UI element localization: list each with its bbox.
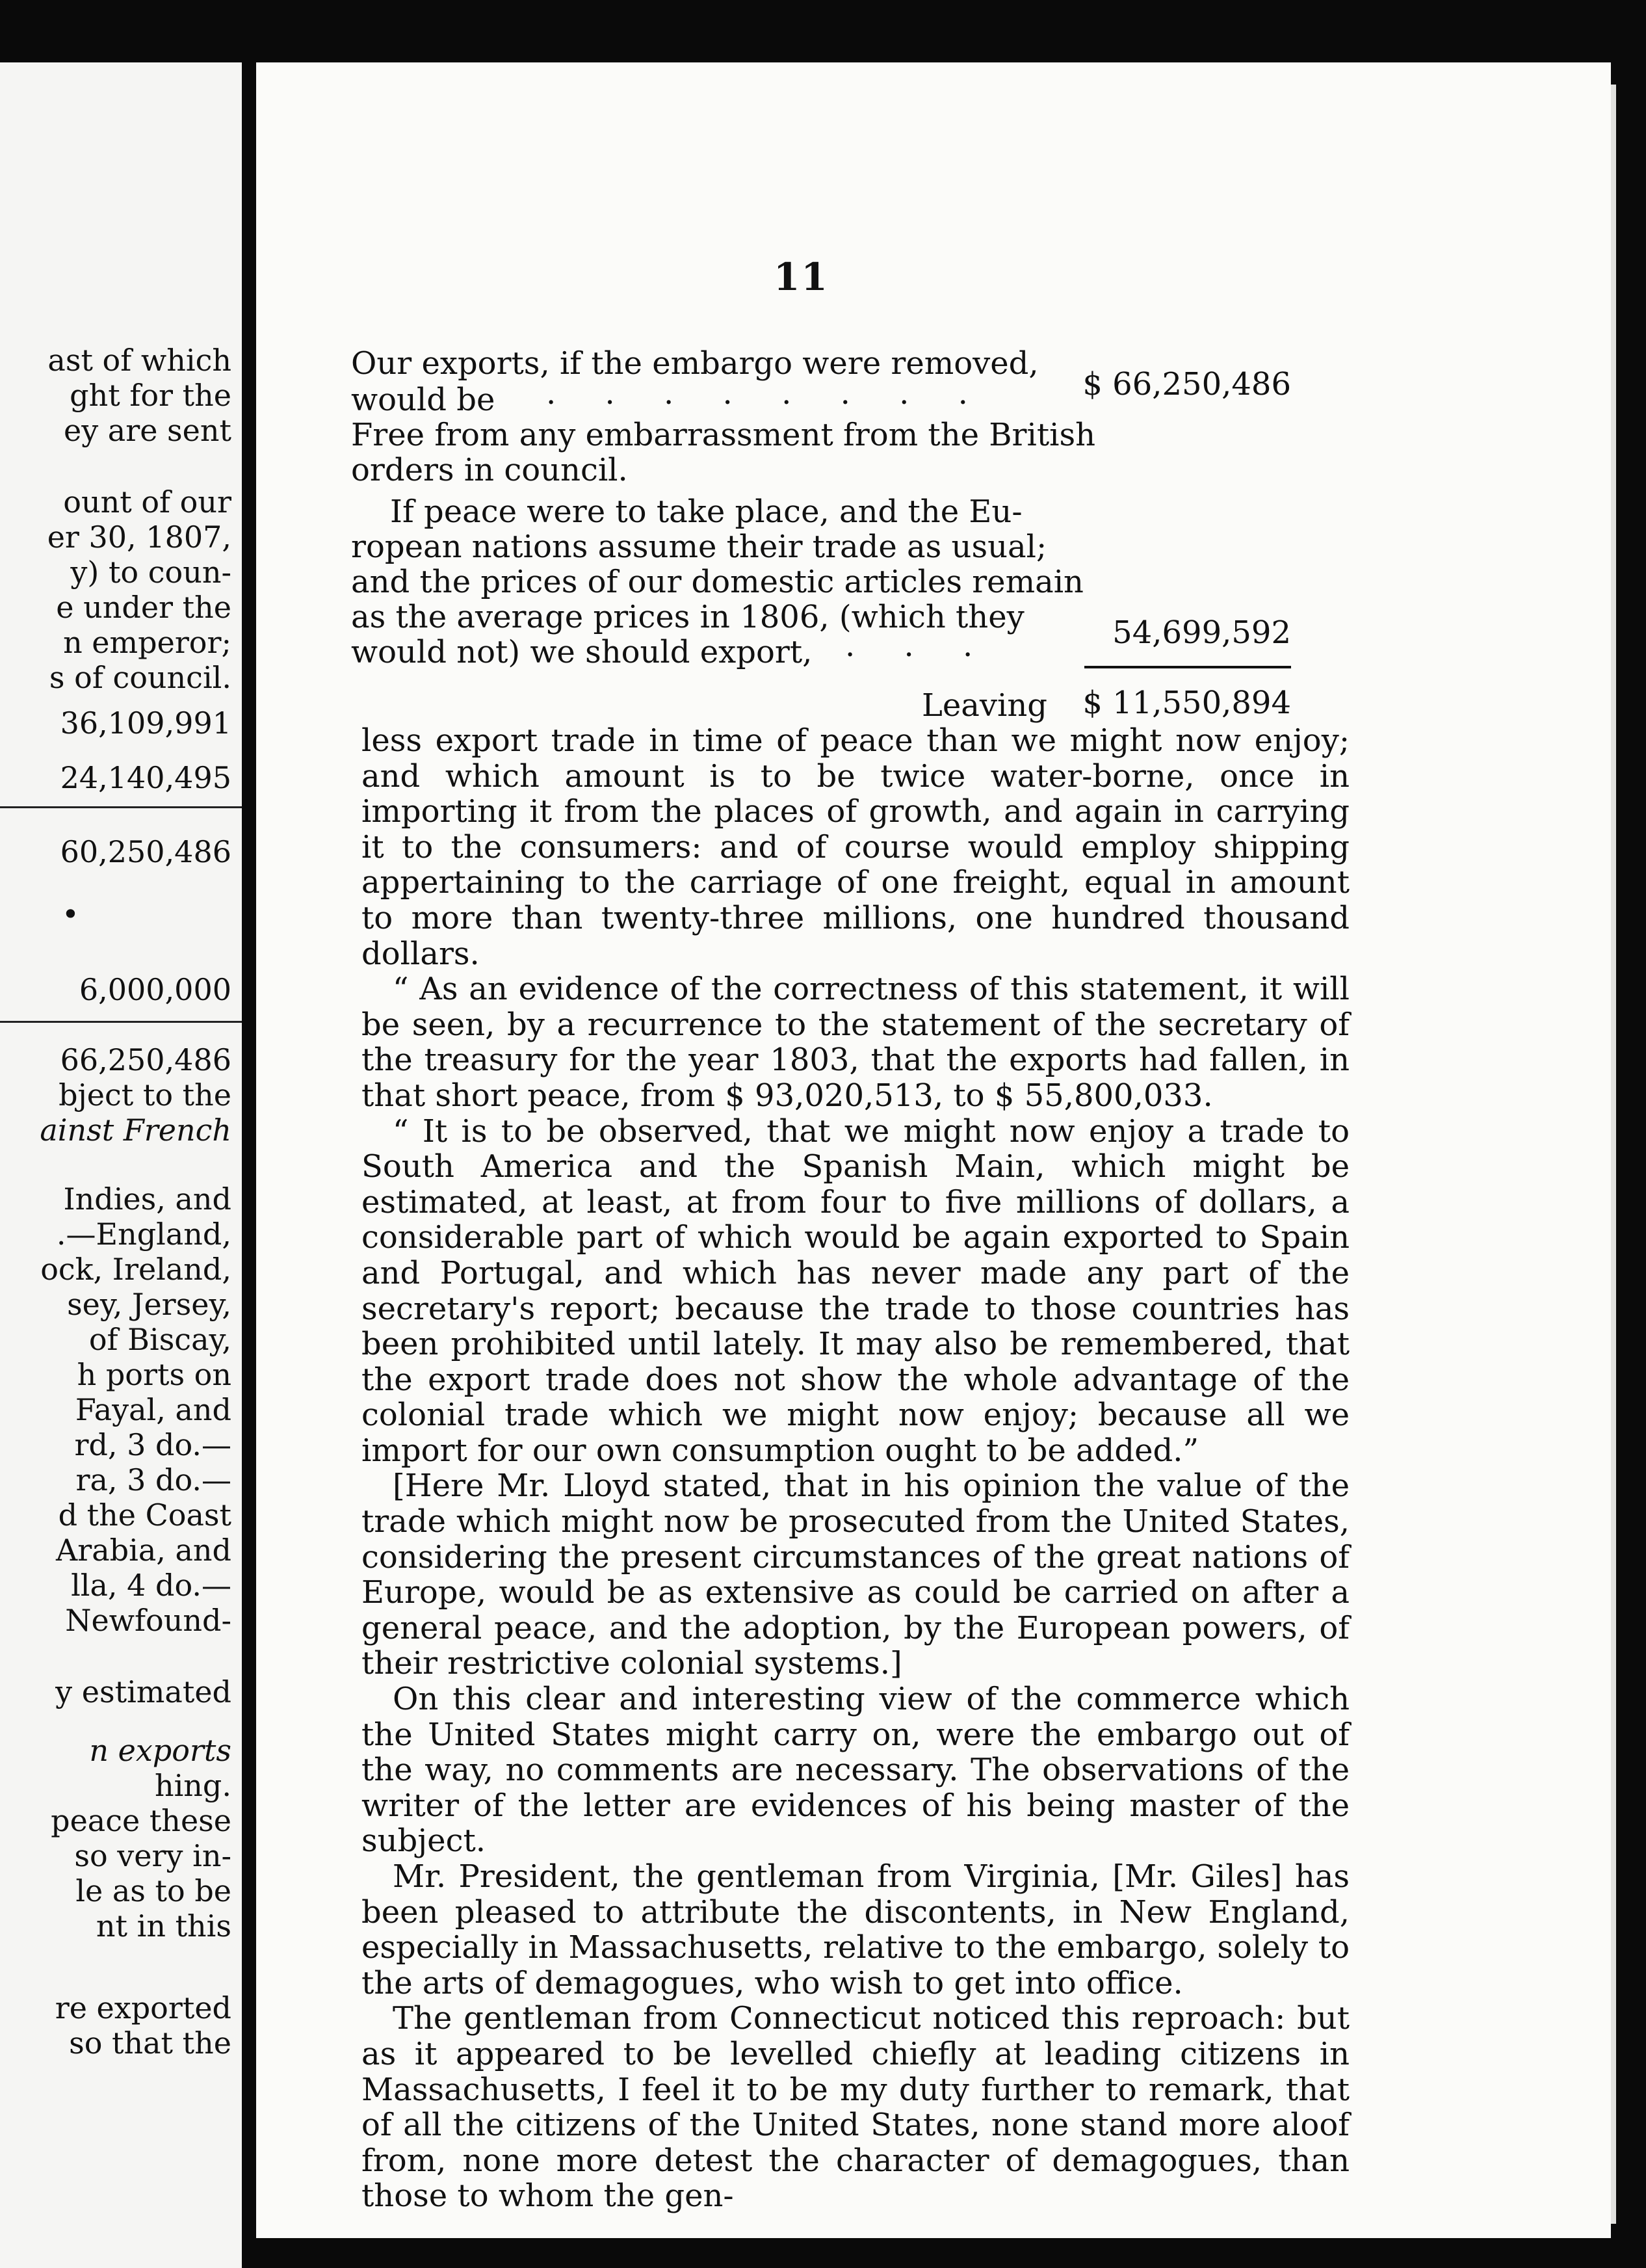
table-value: $ 66,250,486 [1082, 366, 1291, 402]
paragraph: Mr. President, the gentleman from Virginia, [Mr. Giles] has been pleased to attribute the discontents, in New England, especially in Massachusetts, relative to the embargo, solely to the arts of demagogues, who wish to get into office. [361, 1858, 1350, 2001]
left-line: y estimated [55, 1674, 231, 1709]
left-line: bject to the [59, 1077, 231, 1113]
left-page-fragment [0, 62, 242, 2268]
left-figure: 60,250,486 [60, 834, 231, 869]
leader-dots: . . . [845, 627, 993, 664]
left-figure: 24,140,495 [60, 760, 231, 795]
leaving-label: Leaving [922, 687, 1048, 724]
leader-dots: . . . . . . . . [546, 375, 987, 412]
left-line: ount of our [63, 484, 231, 520]
left-line: sey, Jersey, [67, 1287, 231, 1322]
table-row-label: Free from any embarrassment from the British [351, 417, 1096, 453]
left-line: hing. [154, 1768, 231, 1803]
left-line: y) to coun- [70, 555, 231, 590]
table-row-label: would be [351, 382, 495, 418]
left-line: ast of which [47, 343, 231, 378]
table-row-label: Our exports, if the embargo were removed, [351, 345, 1039, 382]
sum-rule [1084, 666, 1291, 668]
left-line: Arabia, and [56, 1533, 231, 1568]
paragraph: “ It is to be observed, that we might now enjoy a trade to South America and the Spanish Main, which might be estimated, at least, at from four to five millions of dollars, a considerable part of which would be again exported to Spain and Portugal, and which has never made any part of the secretary's report; because the trade to those countries has been prohibited until lately. It may also be remembered, that the export trade does not show the whole advantage of the colonial trade which we might now enjoy; because all we import for our own consumption ought to be added.” [361, 1113, 1350, 1469]
left-figure: 6,000,000 [79, 972, 231, 1007]
table-row-label: If peace were to take place, and the Eu- [390, 494, 1023, 530]
table-row-label: would not) we should export, [351, 634, 813, 670]
paragraph: The gentleman from Connecticut noticed this reproach: but as it appeared to be levelled chiefly at leading citizens in Massachusetts, I feel it to be my duty further to remark, that of all the citizens of the United States, none stand more aloof from, none more detest the character of demagogues, than those to whom the gen- [361, 2000, 1350, 2215]
left-line: so that the [69, 2025, 231, 2061]
body-text [361, 723, 1350, 2214]
left-line: Newfound- [65, 1603, 231, 1638]
left-line: ainst French [40, 1113, 231, 1148]
paragraph: On this clear and interesting view of the commerce which the United States might carry on, were the embargo out of the way, no comments are necessary. The observations of the writer of the letter are evidences of his being master of the subject. [361, 1681, 1350, 1860]
left-line: h ports on [77, 1357, 231, 1392]
paragraph: [Here Mr. Lloyd stated, that in his opinion the value of the trade which might now be prosecuted from the United States, considering the present circumstances of the great nations of Europe, would be as extensive as could be carried on after a general peace, and the adoption, by the European powers, of their restrictive colonial systems.] [361, 1468, 1350, 1682]
left-line: Fayal, and [75, 1392, 231, 1427]
table-row-label: and the prices of our domestic articles remain [351, 564, 1084, 600]
left-rule [0, 806, 242, 808]
left-line: n emperor; [63, 625, 231, 660]
left-line: ght for the [70, 378, 231, 413]
table-row-label: orders in council. [351, 452, 628, 488]
left-line: peace these [51, 1803, 231, 1838]
left-line: Indies, and [63, 1181, 231, 1217]
left-line: er 30, 1807, [47, 520, 231, 555]
table-row-label: ropean nations assume their trade as usual; [351, 529, 1047, 565]
left-line: lla, 4 do.— [71, 1568, 231, 1603]
left-line: ock, Ireland, [40, 1252, 231, 1287]
left-line: s of council. [49, 660, 231, 695]
page-number: 11 [774, 255, 829, 299]
left-line: le as to be [75, 1873, 231, 1908]
left-figure: 36,109,991 [60, 705, 231, 741]
paragraph: “ As an evidence of the correctness of this statement, it will be seen, by a recurrence to the statement of the secretary of the treasury for the year 1803, that the exports had fallen, in that short peace, from $ 93,020,513, to $ 55,800,033. [361, 971, 1350, 1114]
left-mark: • [61, 897, 79, 932]
left-line: .—England, [56, 1217, 231, 1252]
paragraph: less export trade in time of peace than we might now enjoy; and which amount is to be twice water-borne, once in importing it from the places of growth, and again in carrying it to the consumers: and of course would employ shipping appertaining to the carriage of one freight, equal in amount to more than twenty-three millions, one hundred thousand dollars. [361, 722, 1350, 972]
table-row-label: as the average prices in 1806, (which they [351, 599, 1025, 635]
left-figure: 66,250,486 [60, 1042, 231, 1077]
left-line: e under the [56, 590, 231, 625]
left-line: ey are sent [63, 413, 231, 448]
left-line: nt in this [96, 1908, 231, 1944]
leaving-value: $ 11,550,894 [1082, 685, 1291, 721]
left-line: re exported [55, 1990, 231, 2025]
left-line: n exports [89, 1733, 231, 1768]
left-line: ra, 3 do.— [75, 1462, 231, 1497]
left-line: of Biscay, [88, 1322, 231, 1357]
left-line: rd, 3 do.— [74, 1427, 231, 1462]
left-line: so very in- [74, 1838, 231, 1873]
left-line: d the Coast [58, 1497, 231, 1533]
table-value: 54,699,592 [1112, 614, 1291, 651]
left-rule [0, 1021, 242, 1023]
book-gutter [242, 0, 256, 2268]
